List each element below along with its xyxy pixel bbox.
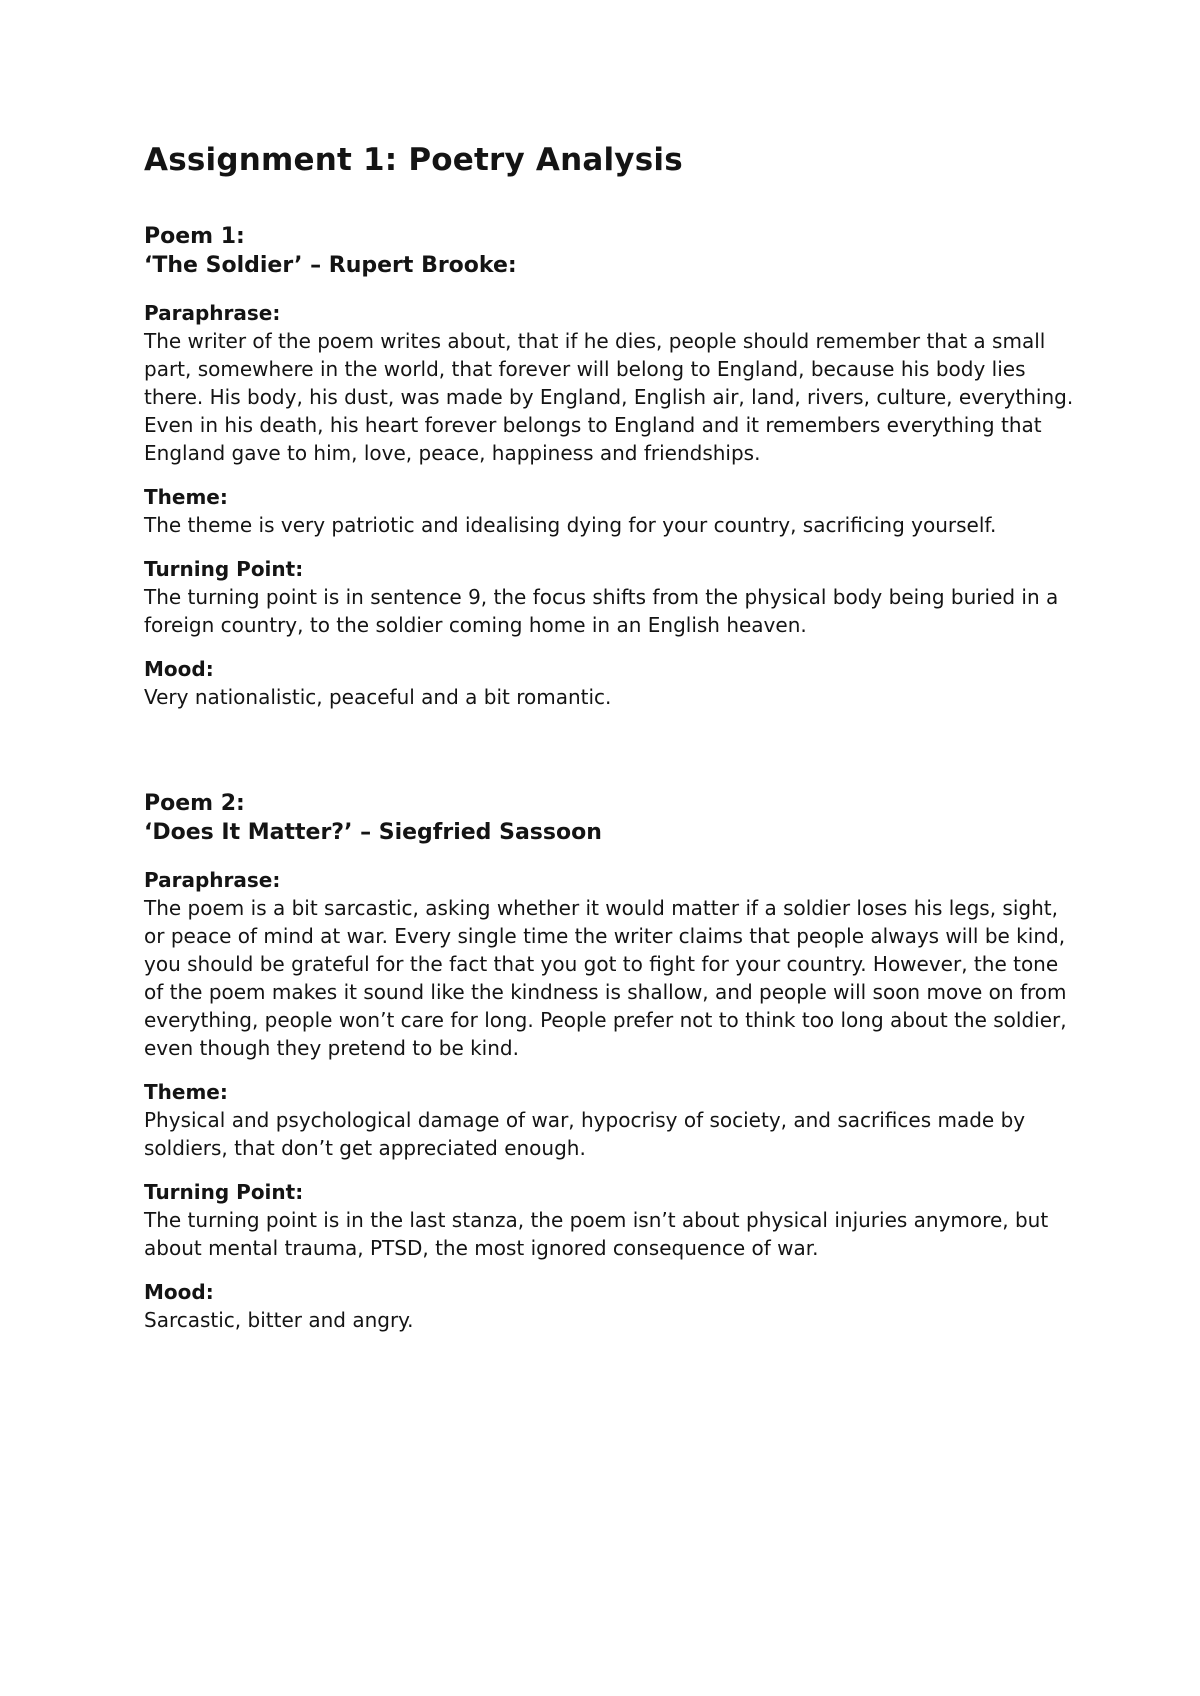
- paraphrase-text: The writer of the poem writes about, that if he dies, people should remember that a small part, somewhere in the world, that forever will belong to England, because his body lies there. His body, his dust, was made by England, English air, land, rivers, culture, everything. Even in his death, his heart forever belongs to England and it remembers everything that England gave to him, love, peace, happiness and friendships.: [144, 329, 1074, 465]
- poem-2-header: [144, 789, 1074, 847]
- theme-text: Physical and psychological damage of war, hypocrisy of society, and sacrifices made by soldiers, that don’t get appreciated enough.: [144, 1108, 1026, 1160]
- poem-1-mood: [144, 655, 1074, 711]
- theme-label: Theme:: [144, 485, 228, 509]
- paraphrase-text: The poem is a bit sarcastic, asking whether it would matter if a soldier loses his legs, sight, or peace of mind at war. Every single time the writer claims that people always will be kind, you should be grateful for the fact that you got to fight for your country. However, the tone of the poem makes it sound like the kindness is shallow, and people will soon move on from everything, people won’t care for long. People prefer not to think too long about the soldier, even though they pretend to be kind.: [144, 896, 1067, 1060]
- poem-1-section: [144, 222, 1074, 711]
- poem-2-heading: ‘Does It Matter?’ – Siegfried Sassoon: [144, 820, 602, 845]
- poem-1-theme: [144, 483, 1074, 539]
- poem-1-number: Poem 1:: [144, 224, 245, 249]
- poem-2-theme: [144, 1078, 1074, 1162]
- document-page: [144, 140, 1074, 1334]
- turning-point-label: Turning Point:: [144, 557, 304, 581]
- paraphrase-label: Paraphrase:: [144, 868, 281, 892]
- theme-text: The theme is very patriotic and idealising dying for your country, sacrificing yourself.: [144, 513, 997, 537]
- poem-2-turning-point: [144, 1178, 1074, 1262]
- poem-1-turning-point: [144, 555, 1074, 639]
- turning-point-text: The turning point is in the last stanza, the poem isn’t about physical injuries anymore, but about mental trauma, PTSD, the most ignored consequence of war.: [144, 1208, 1049, 1260]
- document-title: Assignment 1: Poetry Analysis: [144, 142, 683, 178]
- paraphrase-label: Paraphrase:: [144, 301, 281, 325]
- poem-2-paraphrase: [144, 866, 1074, 1062]
- poem-1-header: [144, 222, 1074, 280]
- theme-label: Theme:: [144, 1080, 228, 1104]
- poem-1-paraphrase: [144, 299, 1074, 467]
- poem-2-section: [144, 789, 1074, 1334]
- mood-label: Mood:: [144, 1280, 214, 1304]
- poem-2-mood: [144, 1278, 1074, 1334]
- turning-point-label: Turning Point:: [144, 1180, 304, 1204]
- mood-text: Sarcastic, bitter and angry.: [144, 1308, 414, 1332]
- turning-point-text: The turning point is in sentence 9, the focus shifts from the physical body being buried in a foreign country, to the soldier coming home in an English heaven.: [144, 585, 1059, 637]
- poem-2-number: Poem 2:: [144, 791, 245, 816]
- poem-1-heading: ‘The Soldier’ – Rupert Brooke:: [144, 253, 517, 278]
- mood-label: Mood:: [144, 657, 214, 681]
- mood-text: Very nationalistic, peaceful and a bit romantic.: [144, 685, 612, 709]
